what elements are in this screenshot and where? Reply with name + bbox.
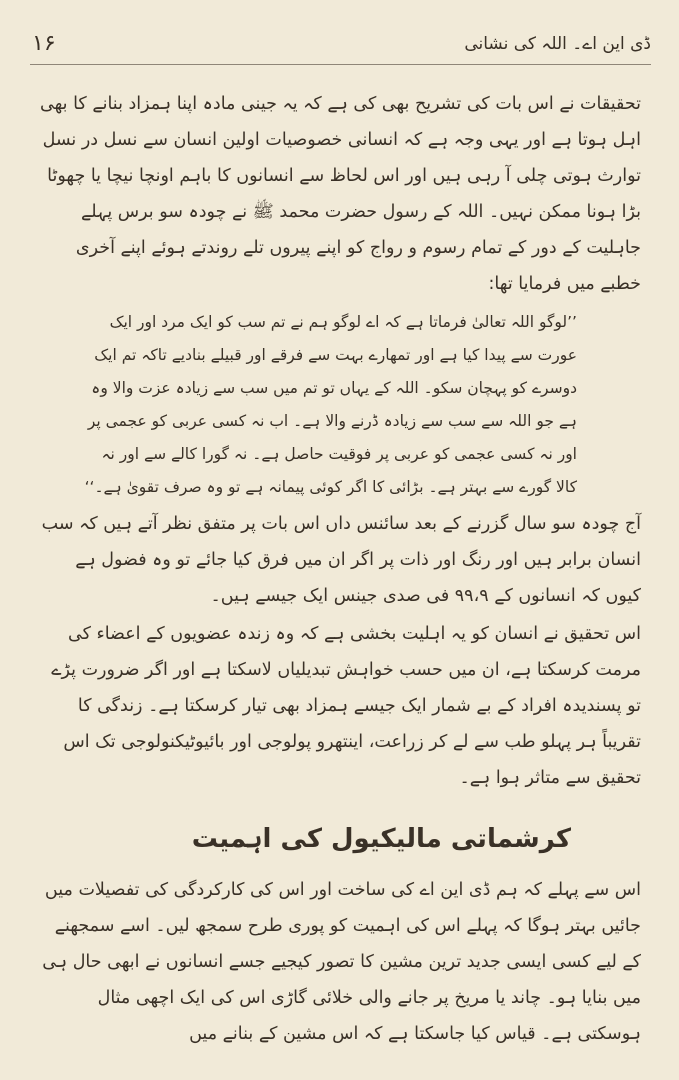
sermon-quote: ’’لوگو اللہ تعالیٰ فرماتا ہے کہ اے لوگو ہم نے تم سب کو ایک مرد اور ایک عورت سے پیدا کیا ہے اور تمھارے بہت سے فرقے اور قبیلے بنادیے تاکہ تم ایک دوسرے کو پہچان سکو۔ اللہ کے یہاں تو تم میں سب سے زیادہ عزت والا وہ ہے جو اللہ سے سب سے زیادہ ڈرنے والا ہے۔ اب نہ کسی عربی کو عجمی پر اور نہ کسی عجمی کو عربی پر فوقیت حاصل ہے۔ نہ گورا کالے سے اور نہ کالا گورے سے بہتر ہے۔ بڑائی کا اگر کوئی پیمانہ ہے تو وہ صرف تقویٰ ہے۔‘‘ <box>84 313 577 496</box>
page-body <box>38 86 641 1054</box>
running-title: ڈی این اے۔ اللہ کی نشانی <box>464 33 651 54</box>
paragraph-research: اس تحقیق نے انسان کو یہ اہلیت بخشی ہے کہ وہ زندہ عضویوں کے اعضاء کی مرمت کرسکتا ہے، ان میں حسب خواہش تبدیلیاں لاسکتا ہے اور اگر ضرورت پڑے تو پسندیدہ افراد کے بے شمار ایک جیسے ہمزاد بھی تیار کرسکتا ہے۔ زندگی کا تقریباً ہر پہلو طب سے لے کر زراعت، اینتھرو پولوجی اور بائیوٹیکنولوجی تک اس تحقیق سے متاثر ہوا ہے۔ <box>51 624 641 788</box>
paragraph-importance: اس سے پہلے کہ ہم ڈی این اے کی ساخت اور اس کی کارکردگی کی تفصیلات میں جائیں بہتر ہوگا کہ پہلے اس کی اہمیت کو پوری طرح سمجھ لیں۔ اسے سمجھنے کے لیے کسی ایسی جدید ترین مشین کا تصور کیجیے جسے انسانوں نے ابھی حال ہی میں بنایا ہو۔ چاند یا مریخ پر جانے والی خلائی گاڑی اس کی ایک اچھی مثال ہوسکتی ہے۔ قیاس کیا جاسکتا ہے کہ اس مشین کے بنانے میں <box>42 880 641 1044</box>
page-number: ۱۶ <box>32 30 56 56</box>
paragraph-intro: تحقیقات نے اس بات کی تشریح بھی کی ہے کہ یہ جینی مادہ اپنا ہمزاد بنانے کا بھی اہل ہوتا ہے اور یہی وجہ ہے کہ انسانی خصوصیات اولین انسان سے نسل در نسل توارث ہوتی چلی آ رہی ہیں اور اس لحاظ سے انسانوں کا باہم اونچا نیچا یا چھوٹا بڑا ہونا ممکن نہیں۔ اللہ کے رسول حضرت محمد ﷺ نے چودہ سو برس پہلے جاہلیت کے دور کے تمام رسوم و رواج کو اپنے پیروں تلے روندتے ہوئے اپنے آخری خطبے میں فرمایا تھا: <box>40 94 641 294</box>
header-divider <box>30 64 651 65</box>
paragraph-scientists: آج چودہ سو سال گزرنے کے بعد سائنس داں اس بات پر متفق نظر آتے ہیں کہ سب انسان برابر ہیں اور رنگ اور ذات پر اگر ان میں فرق کیا جائے تو وہ فضول ہے کیوں کہ انسانوں کے ۹۹،۹ فی صدی جینس ایک جیسے ہیں۔ <box>41 514 641 606</box>
page-header <box>32 26 651 60</box>
section-heading: کرشماتی مالیکیول کی اہمیت <box>191 824 571 854</box>
